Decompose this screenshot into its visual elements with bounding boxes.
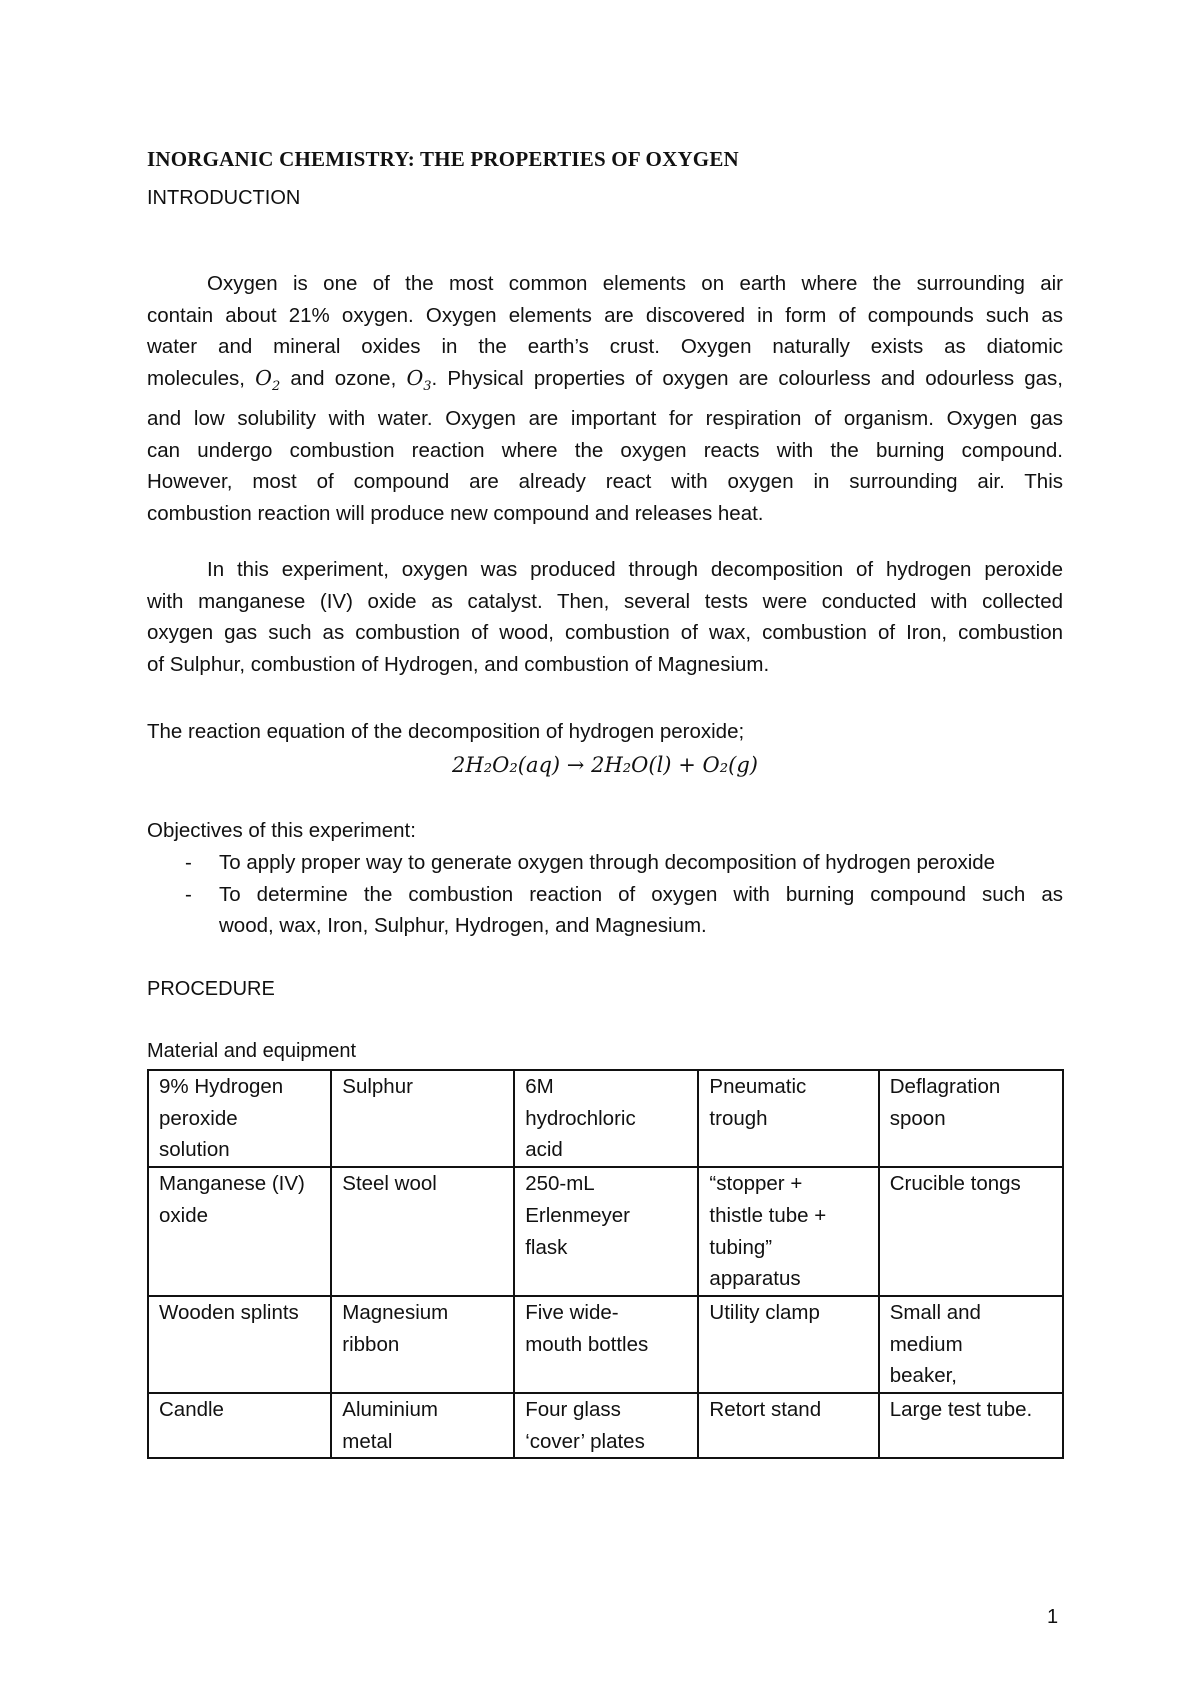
table-cell: Aluminium metal (331, 1393, 514, 1458)
reaction-label (147, 716, 1063, 748)
table-cell: 250-mL Erlenmeyer flask (514, 1167, 698, 1296)
objectives-heading-text: Objectives of this experiment: (147, 819, 416, 842)
dash-bullet: - (185, 882, 192, 906)
objectives-list (147, 847, 1063, 942)
decomposition-equation (147, 753, 1063, 777)
table-cell: Wooden splints (148, 1296, 331, 1393)
table-cell: Pneumatic trough (698, 1070, 878, 1167)
table-cell: Four glass ‘cover’ plates (514, 1393, 698, 1458)
table-cell: 6M hydrochloric acid (514, 1070, 698, 1167)
table-cell: “stopper + thistle tube + tubing” apparatus (698, 1167, 878, 1296)
introduction-heading: INTRODUCTION (147, 187, 301, 209)
equation-product-water: 2H₂O(l) (591, 753, 672, 777)
table-row (148, 1393, 1063, 1458)
table-cell: Steel wool (331, 1167, 514, 1296)
intro-paragraph-1 (147, 268, 1063, 530)
intro-p1-line-6: can undergo combustion reaction where the oxygen reacts with the burning compound. (147, 438, 1063, 462)
intro-p2-line-3: oxygen gas such as combustion of wood, combustion of wax, combustion of Iron, combustion (147, 621, 1063, 645)
objective-item (147, 847, 1063, 879)
dash-bullet: - (185, 851, 192, 874)
document-title: INORGANIC CHEMISTRY: THE PROPERTIES OF OXYGEN (147, 147, 739, 171)
table-cell: Sulphur (331, 1070, 514, 1167)
equation-plus: + (678, 753, 696, 777)
table-cell: Retort stand (698, 1393, 878, 1458)
intro-p2-line-2: with manganese (IV) oxide as catalyst. Then, several tests were conducted with collected (147, 589, 1063, 613)
intro-p1-line-4-part-c: . Physical properties of oxygen are colourless and odourless gas, (431, 367, 1063, 391)
table-cell: Five wide- mouth bottles (514, 1296, 698, 1393)
intro-p2-line-1: In this experiment, oxygen was produced through decomposition of hydrogen peroxide (207, 558, 1063, 581)
intro-p1-line-8: combustion reaction will produce new compound and releases heat. (147, 502, 764, 526)
intro-p1-line-4-part-a: molecules, (147, 367, 256, 391)
table-row (148, 1296, 1063, 1393)
reaction-label-text: The reaction equation of the decomposition of hydrogen peroxide; (147, 720, 745, 743)
table-cell: Deflagration spoon (879, 1070, 1063, 1167)
objective-1-text: To apply proper way to generate oxygen through decomposition of hydrogen peroxide (219, 851, 996, 874)
o3-formula: $O_3$ (406, 366, 432, 395)
materials-table (147, 1069, 1064, 1459)
table-row (148, 1167, 1063, 1296)
equation-reactant: 2H₂O₂(aq) (452, 753, 561, 777)
intro-p1-line-4-part-b: and ozone, (280, 367, 407, 391)
table-cell: Utility clamp (698, 1296, 878, 1393)
table-cell: 9% Hydrogen peroxide solution (148, 1070, 331, 1167)
objectives-heading (147, 815, 1063, 847)
intro-p1-line-5: and low solubility with water. Oxygen are important for respiration of organism. Oxygen gas (147, 406, 1063, 430)
table-cell: Large test tube. (879, 1393, 1063, 1458)
table-row (148, 1070, 1063, 1167)
objective-2-line-1: To determine the combustion reaction of oxygen with burning compound such as (219, 882, 1063, 906)
table-cell: Candle (148, 1393, 331, 1458)
materials-heading: Material and equipment (147, 1040, 357, 1062)
intro-paragraph-2 (147, 554, 1063, 681)
table-cell: Crucible tongs (879, 1167, 1063, 1296)
equation-arrow: → (566, 753, 585, 777)
table-cell: Magnesium ribbon (331, 1296, 514, 1393)
intro-p2-line-4: of Sulphur, combustion of Hydrogen, and combustion of Magnesium. (147, 653, 770, 677)
intro-p1-line-3: water and mineral oxides in the earth’s crust. Oxygen naturally exists as diatomic (147, 335, 1063, 359)
table-cell: Small and medium beaker, (879, 1296, 1063, 1393)
page-number: 1 (1047, 1606, 1059, 1628)
intro-p1-line-2: contain about 21% oxygen. Oxygen elements are discovered in form of compounds such as (147, 303, 1063, 327)
table-cell: Manganese (IV) oxide (148, 1167, 331, 1296)
equation-product-oxygen: O₂(g) (702, 753, 758, 777)
intro-p1-line-1: Oxygen is one of the most common elements on earth where the surrounding air (207, 272, 1063, 295)
objective-item (147, 879, 1063, 942)
procedure-heading: PROCEDURE (147, 978, 275, 1000)
objective-2-line-2: wood, wax, Iron, Sulphur, Hydrogen, and Magnesium. (219, 914, 707, 938)
o2-formula: $O_2$ (255, 366, 281, 395)
intro-p1-line-4 (147, 363, 1063, 403)
intro-p1-line-7: However, most of compound are already react with oxygen in surrounding air. This (147, 470, 1063, 494)
